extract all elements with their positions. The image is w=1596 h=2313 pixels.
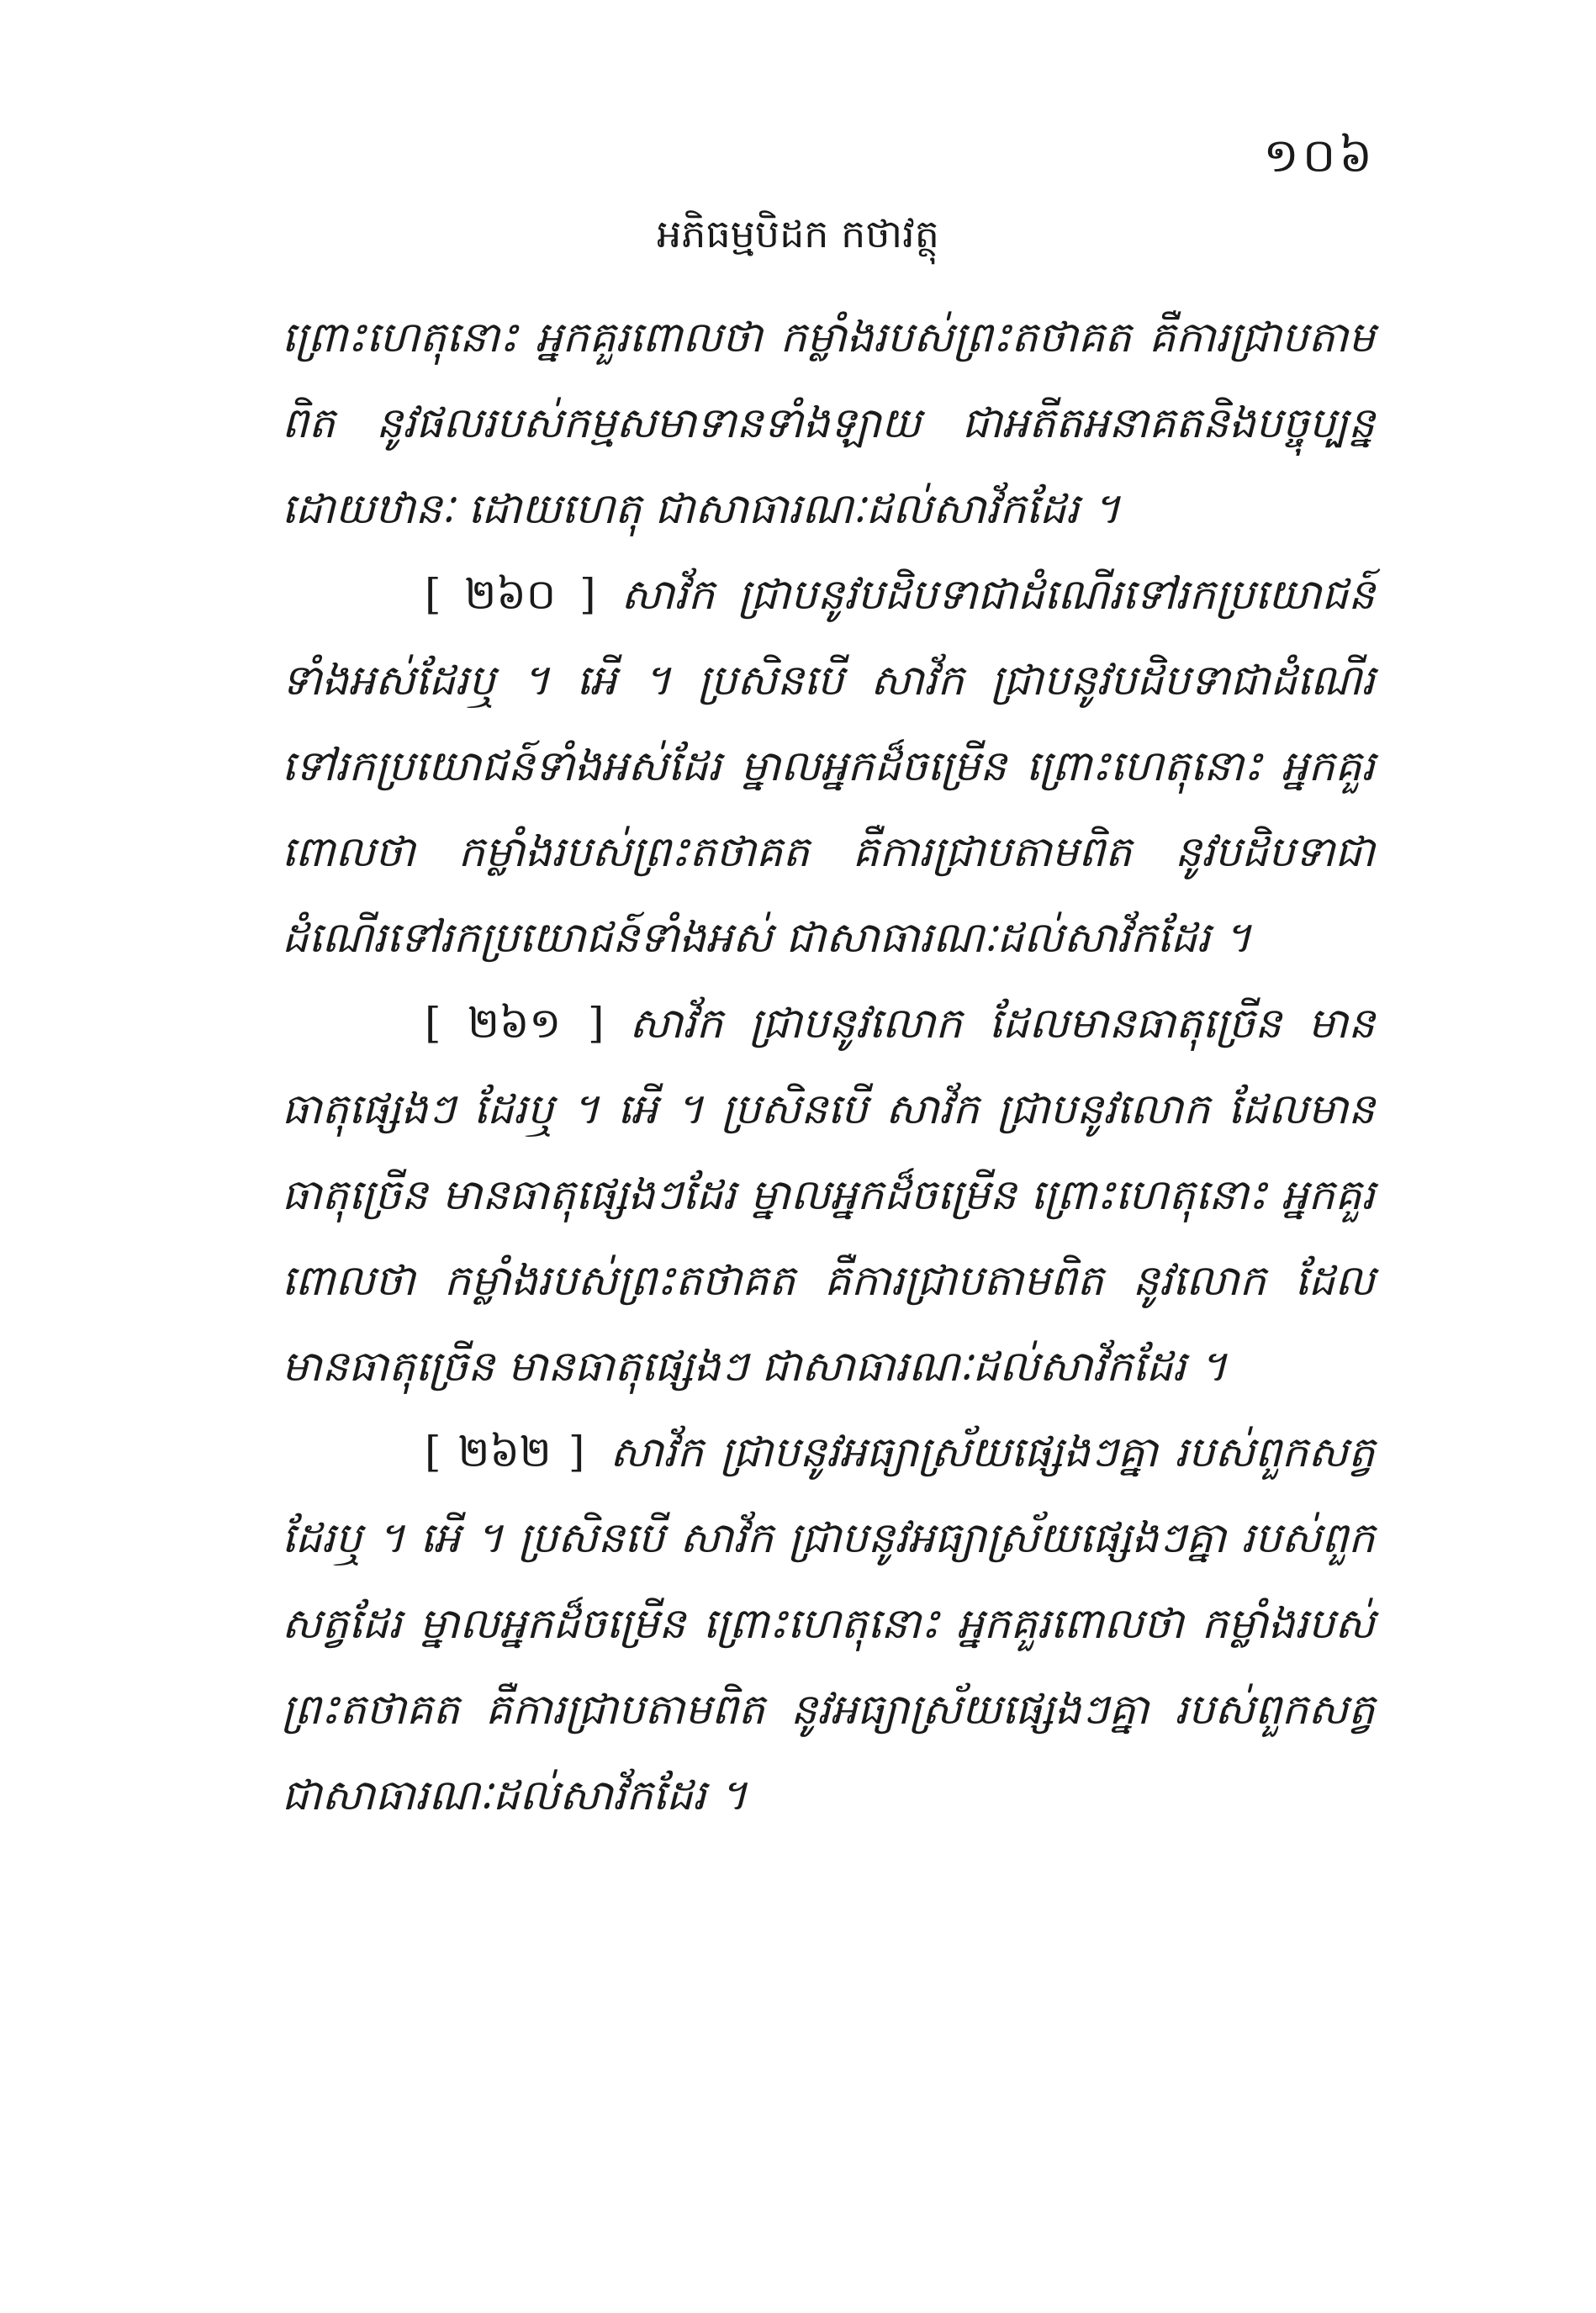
- body-text: [282, 294, 1375, 1838]
- paragraph-262: [282, 1409, 1375, 1838]
- paragraph-text: សាវ័ក ជ្រាបនូវបដិបទាជាដំណើរទៅរកប្រយោជន៍ទាំងអស់ដែរឬ ។ អើ ។ ប្រសិនបើ សាវ័ក ជ្រាបនូវបដិបទាជាដំណើរទៅរកប្រយោជន៍ទាំងអស់ដែរ ម្នាលអ្នកដ៏ចម្រើន ព្រោះហេតុនោះ អ្នកគួរពោលថា កម្លាំងរបស់ព្រះតថាគត គឺការជ្រាបតាមពិត នូវបដិបទាជាដំណើរទៅរកប្រយោជន៍ទាំងអស់ ជាសាធារណៈដល់សាវ័កដែរ ។: [282, 570, 1375, 962]
- paragraph-number: [ ២៦១ ]: [425, 999, 605, 1048]
- paragraph-number: [ ២៦០ ]: [425, 570, 596, 619]
- paragraph-number: [ ២៦២ ]: [425, 1428, 585, 1476]
- paragraph-260: [282, 552, 1375, 980]
- page-number: ១០៦: [1263, 129, 1376, 183]
- paragraph-261: [282, 980, 1375, 1409]
- paragraph-text: ព្រោះហេតុនោះ អ្នកគួរពោលថា កម្លាំងរបស់ព្រះតថាគត គឺការជ្រាបតាមពិត នូវផលរបស់កម្មសមាទានទាំងឡាយ ជាអតីតអនាគតនិងបច្ចុប្បន្ន ដោយឋានៈ ដោយហេតុ ជាសាធារណៈដល់សាវ័កដែរ ។: [282, 313, 1375, 533]
- paragraph-continuation: [282, 294, 1375, 552]
- running-header: អភិធម្មបិដក កថាវត្ថុ: [657, 211, 939, 256]
- paragraph-text: សាវ័ក ជ្រាបនូវអធ្យាស្រ័យផ្សេងៗគ្នា របស់ពួកសត្វដែរឬ ។ អើ ។ ប្រសិនបើ សាវ័ក ជ្រាបនូវអធ្យាស្រ័យផ្សេងៗគ្នា របស់ពួកសត្វដែរ ម្នាលអ្នកដ៏ចម្រើន ព្រោះហេតុនោះ អ្នកគួរពោលថា កម្លាំងរបស់ព្រះតថាគត គឺការជ្រាបតាមពិត នូវអធ្យាស្រ័យផ្សេងៗគ្នា របស់ពួកសត្វ ជាសាធារណៈដល់សាវ័កដែរ ។: [282, 1428, 1375, 1819]
- paragraph-text: សាវ័ក ជ្រាបនូវលោក ដែលមានធាតុច្រើន មានធាតុផ្សេងៗ ដែរឬ ។ អើ ។ ប្រសិនបើ សាវ័ក ជ្រាបនូវលោក ដែលមានធាតុច្រើន មានធាតុផ្សេងៗដែរ ម្នាលអ្នកដ៏ចម្រើន ព្រោះហេតុនោះ អ្នកគួរពោលថា កម្លាំងរបស់ព្រះតថាគត គឺការជ្រាបតាមពិត នូវលោក ដែលមានធាតុច្រើន មានធាតុផ្សេងៗ ជាសាធារណៈដល់សាវ័កដែរ ។: [282, 999, 1376, 1391]
